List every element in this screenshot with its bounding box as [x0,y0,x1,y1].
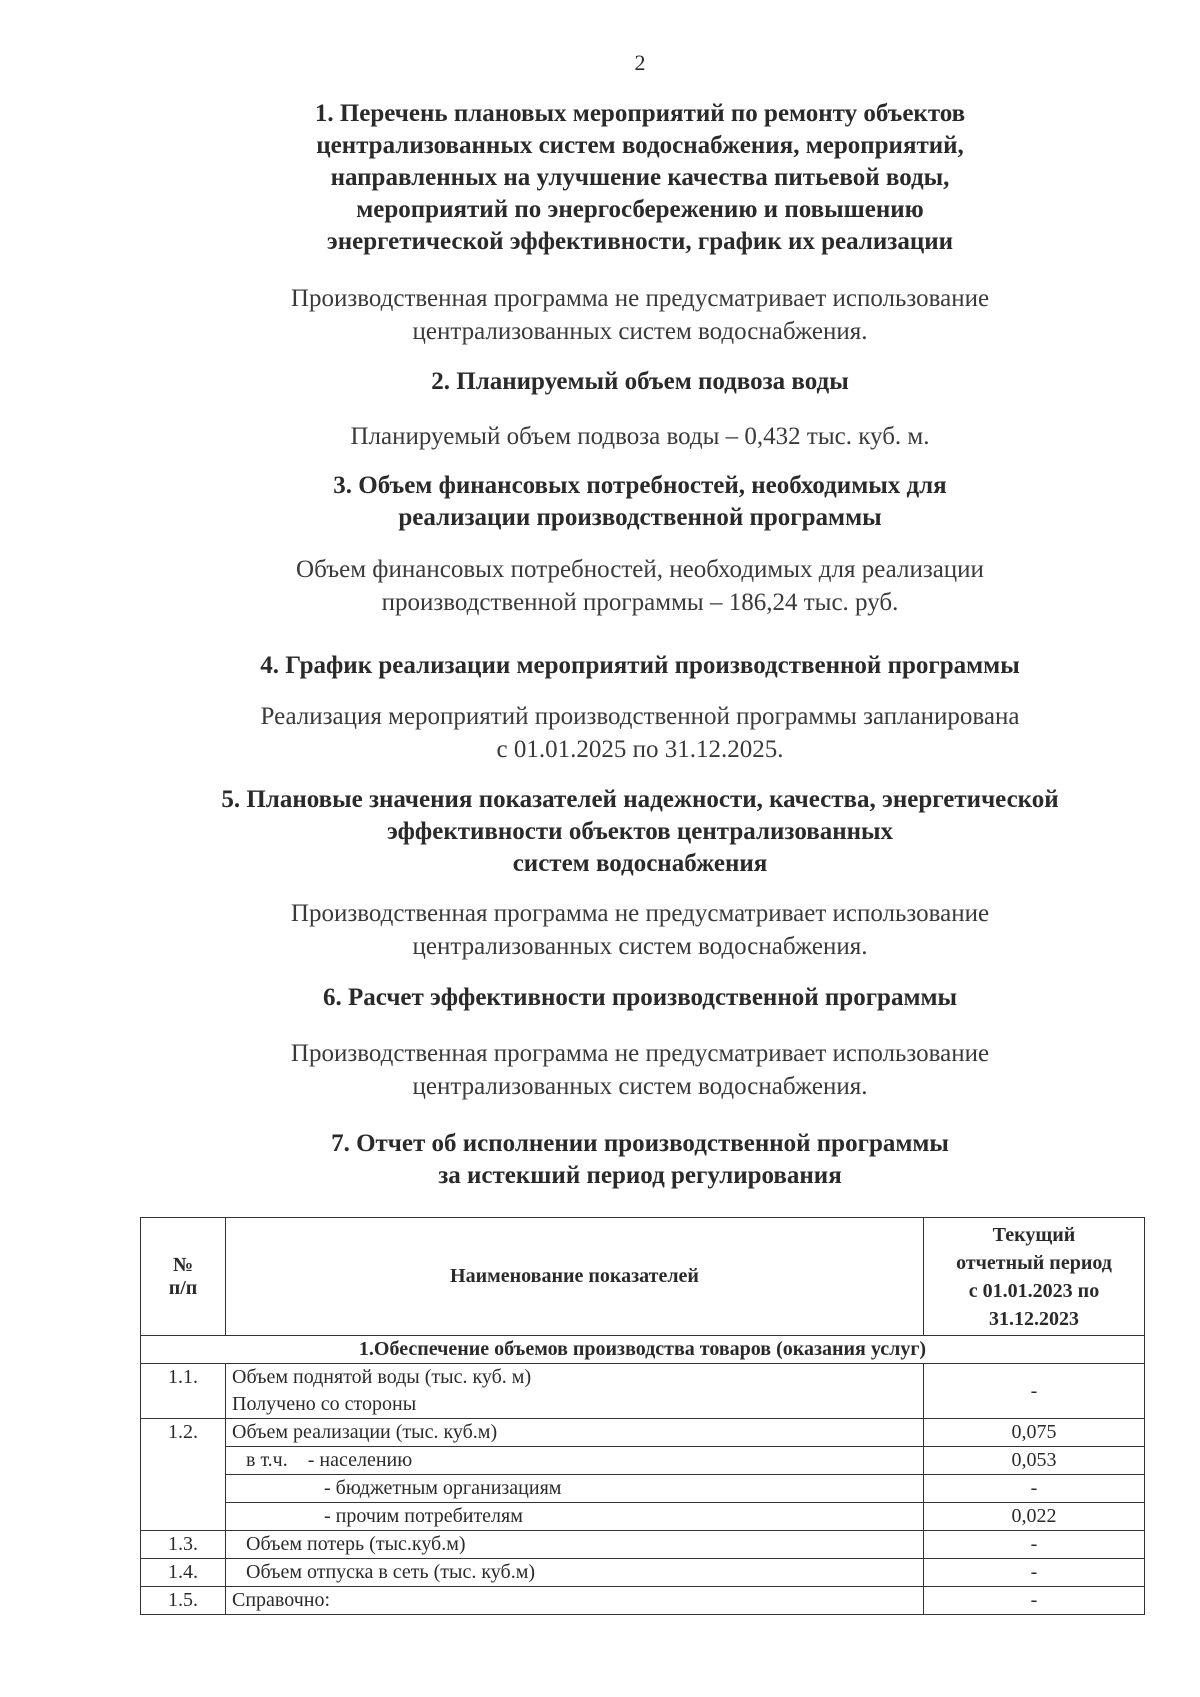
row-num: 1.1. [141,1364,226,1419]
table-row [141,1364,1145,1419]
section-7-heading [0,1128,1200,1192]
heading-line: 5. Плановые значения показателей надежности, качества, энергетической [221,786,1059,813]
row-name: Объем потерь (тыс.куб.м) [226,1531,924,1559]
row-value: - [924,1475,1145,1503]
header-line: 31.12.2023 [989,1307,1079,1330]
heading-line: 1. Перечень плановых мероприятий по ремонту объектов [314,100,966,127]
header-line: Текущий [992,1223,1076,1246]
heading-line: за истекший период регулирования [438,1162,842,1189]
report-table [140,1217,1145,1615]
header-line: № [172,1253,194,1276]
section-4-heading [0,650,1200,682]
row-name: Объем реализации (тыс. куб.м) [226,1419,924,1447]
row-num: 1.4. [141,1559,226,1587]
heading-line: 4. График реализации мероприятий производственной программы [260,652,1020,679]
section-title: 1.Обеспечение объемов производства товаров (оказания услуг) [141,1336,1145,1364]
header-period [924,1218,1145,1336]
text-line: Производственная программа не предусматривает использование [290,900,990,927]
section-5-heading [0,784,1200,880]
row-name [226,1364,924,1419]
row-value: 0,053 [924,1447,1145,1475]
table-row [141,1503,1145,1531]
section-3-heading [0,470,1200,534]
section-6-text [0,1037,1200,1103]
section-2-text [0,420,1200,453]
heading-line: 3. Объем финансовых потребностей, необходимых для [333,472,947,499]
row-value: 0,075 [924,1419,1145,1447]
heading-line: 6. Расчет эффективности производственной программы [322,984,958,1011]
heading-line: 7. Отчет об исполнении производственной программы [331,1130,949,1157]
row-value: - [924,1531,1145,1559]
text-line: централизованных систем водоснабжения. [412,933,868,960]
row-name: - бюджетным организациям [226,1475,924,1503]
header-num [141,1218,226,1336]
row-value: - [924,1587,1145,1615]
header-name: Наименование показателей [226,1218,924,1336]
text-line: Объем финансовых потребностей, необходимых для реализации [296,556,984,583]
row-name: Объем отпуска в сеть (тыс. куб.м) [226,1559,924,1587]
text-line: централизованных систем водоснабжения. [412,318,868,345]
header-line: отчетный период [956,1251,1112,1274]
row-name-line: Получено со стороны [232,1393,417,1415]
text-line: Производственная программа не предусматривает использование [290,285,990,312]
section-1-text [0,282,1200,348]
row-value: - [924,1559,1145,1587]
section-2-heading [0,366,1200,398]
table-header-row [141,1218,1145,1336]
text-line: централизованных систем водоснабжения. [412,1073,868,1100]
row-name: Справочно: [226,1587,924,1615]
header-line: с 01.01.2023 по [968,1279,1100,1302]
heading-line: реализации производственной программы [398,504,882,531]
page-number: 2 [634,50,646,75]
row-num: 1.3. [141,1531,226,1559]
heading-line: систем водоснабжения [512,850,768,877]
table-row [141,1475,1145,1503]
section-5-text [0,897,1200,963]
row-num: 1.2. [141,1419,226,1531]
table-row [141,1419,1145,1447]
header-line: п/п [168,1276,198,1299]
text-line: производственной программы – 186,24 тыс. руб. [381,589,899,616]
section-1-heading [0,98,1200,258]
table-row [141,1531,1145,1559]
heading-line: централизованных систем водоснабжения, мероприятий, [316,132,964,159]
row-value: - [924,1364,1145,1419]
heading-line: 2. Планируемый объем подвоза воды [431,368,849,395]
row-num: 1.5. [141,1587,226,1615]
section-3-text [0,553,1200,619]
table-row [141,1587,1145,1615]
row-name-line: Объем поднятой воды (тыс. куб. м) [232,1366,532,1388]
heading-line: мероприятий по энергосбережению и повышению [356,196,924,223]
heading-line: направленных на улучшение качества питьевой воды, [330,164,950,191]
section-4-text [0,700,1200,766]
section-6-heading [0,982,1200,1014]
text-line: Реализация мероприятий производственной программы запланирована [260,703,1020,730]
heading-line: энергетической эффективности, график их реализации [326,228,954,255]
row-name: в т.ч. - населению [226,1447,924,1475]
table-row [141,1447,1145,1475]
table-section-row [141,1336,1145,1364]
text-line: с 01.01.2025 по 31.12.2025. [496,736,784,763]
row-name: - прочим потребителям [226,1503,924,1531]
heading-line: эффективности объектов централизованных [386,818,894,845]
text-line: Планируемый объем подвоза воды – 0,432 тыс. куб. м. [350,423,930,450]
text-line: Производственная программа не предусматривает использование [290,1040,990,1067]
table-row [141,1559,1145,1587]
row-value: 0,022 [924,1503,1145,1531]
